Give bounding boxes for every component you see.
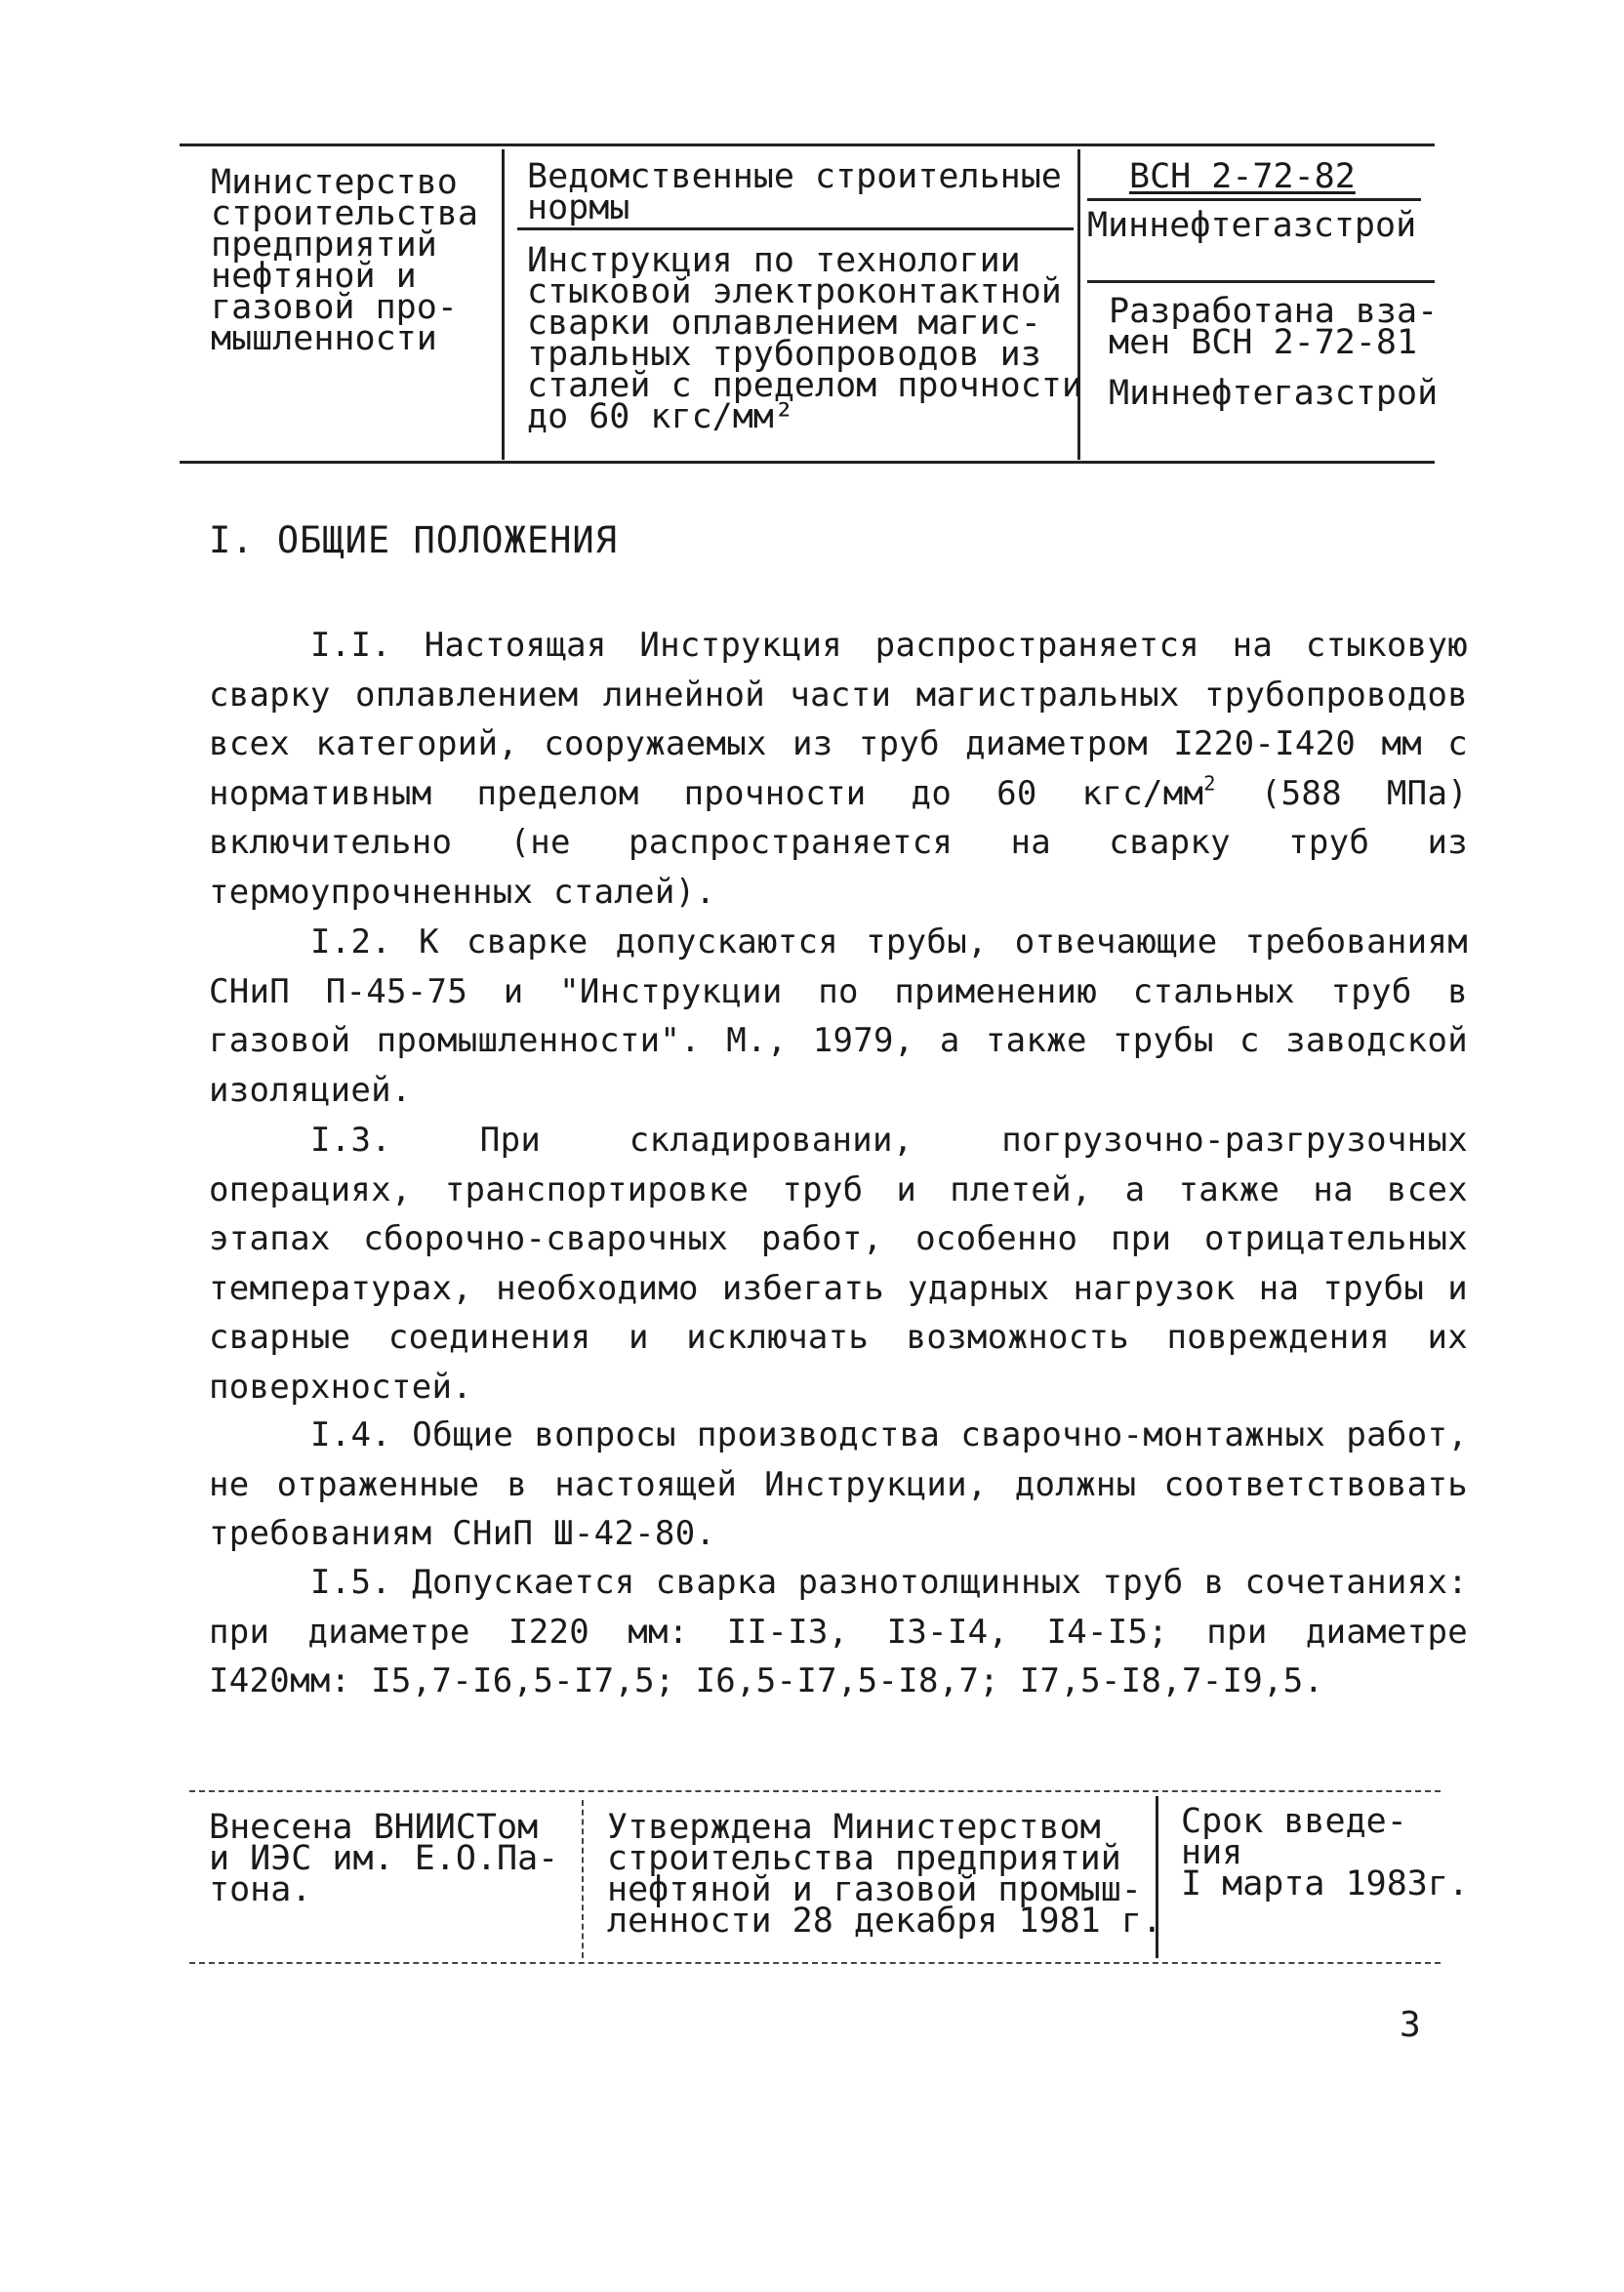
footer-bottom-rule xyxy=(189,1962,1441,1964)
doc-code: ВСН 2-72-82 xyxy=(1129,157,1356,196)
paragraph-number: I.4. xyxy=(310,1415,392,1454)
paragraph-text: Допускается сварка разнотолщинных труб в сочетаниях: при диаметре I220 мм: II-I3, I3-I4, I4-I5; при диаметре I420мм: I5,7-I6,5-I7,5; I6,5-I7,5-I8,7; I7,5-I8,7-I9,5. xyxy=(209,1563,1468,1700)
replaces-note: Разработана вза- мен ВСН 2-72-81 xyxy=(1109,292,1439,362)
paragraph-text: При складировании, погрузочно-разгрузочных операциях, транспортировке труб и плетей, а также на всех этапах сборочно-сварочных работ, особенно при отрицательных температурах, необходимо избегать ударных нагрузок на трубы и сварные соединения и исключать возможность повреждения их поверхностей. xyxy=(209,1121,1468,1407)
doc-title: Инструкция по технологии стыковой электроконтактной сварки оплавлением магис- тральных трубопроводов из сталей с пределом прочности до 60 кгс/мм² xyxy=(527,241,1082,436)
header-bottom-rule xyxy=(180,461,1435,464)
paragraph-text: (588 МПа) включительно (не распространяется на сварку труб из термоупрочненных сталей). xyxy=(209,773,1468,912)
paragraph-1-2 xyxy=(209,918,1468,1115)
footer-top-rule xyxy=(189,1790,1441,1792)
header-divider-1 xyxy=(502,149,505,460)
paragraph-number: I.3. xyxy=(310,1121,392,1160)
paragraph-number: I.5. xyxy=(310,1563,392,1602)
org-rule xyxy=(1087,280,1435,283)
footer-divider-1 xyxy=(582,1800,584,1958)
effective-date: Срок введе- ния I марта 1983г. xyxy=(1181,1802,1470,1903)
page-number: 3 xyxy=(1400,2005,1421,2045)
doc-type: Ведомственные строительные нормы xyxy=(527,157,1062,227)
paragraph-text: К сварке допускаются трубы, отвечающие требованиям СНиП П-45-75 и "Инструкции по применению стальных труб в газовой промышленности". М., 1979, а также трубы с заводской изоляцией. xyxy=(209,922,1468,1110)
ministry-name: Министерство строительства предприятий нефтяной и газовой про- мышленности xyxy=(211,163,478,358)
org-bottom: Миннефтегазстрой xyxy=(1109,374,1439,413)
section-title: I. ОБЩИЕ ПОЛОЖЕНИЯ xyxy=(209,519,618,561)
header-top-rule xyxy=(180,143,1435,146)
paragraph-number: I.2. xyxy=(310,922,392,962)
paragraph-1-3 xyxy=(209,1116,1468,1412)
doc-code-rule xyxy=(1087,198,1421,201)
paragraph-1-1 xyxy=(209,621,1468,917)
superscript: 2 xyxy=(1203,771,1216,796)
doc-type-rule xyxy=(517,227,1074,230)
approved-by: Утверждена Министерством строительства предприятий нефтяной и газовой промыш- ленности 28 декабря 1981 г. xyxy=(607,1808,1162,1941)
paragraph-1-4 xyxy=(209,1411,1468,1559)
introduced-by: Внесена ВНИИСТом и ИЭС им. Е.О.Па- тона. xyxy=(209,1808,559,1909)
footer-table xyxy=(189,1790,1470,1964)
header-table xyxy=(180,143,1439,462)
paragraph-text: Настоящая Инструкция распространяется на стыковую сварку оплавлением линейной части магистральных трубопроводов всех категорий, сооружаемых из труб диаметром I220-I420 мм с нормативным пределом прочности до 60 кгс/мм xyxy=(209,626,1468,813)
paragraph-1-5 xyxy=(209,1558,1468,1706)
paragraph-text: Общие вопросы производства сварочно-монтажных работ, не отраженные в настоящей Инструкции, должны соответствовать требованиям СНиП Ш-42-80. xyxy=(209,1415,1468,1553)
org-top: Миннефтегазстрой xyxy=(1087,206,1417,245)
paragraph-number: I.I. xyxy=(310,626,392,665)
